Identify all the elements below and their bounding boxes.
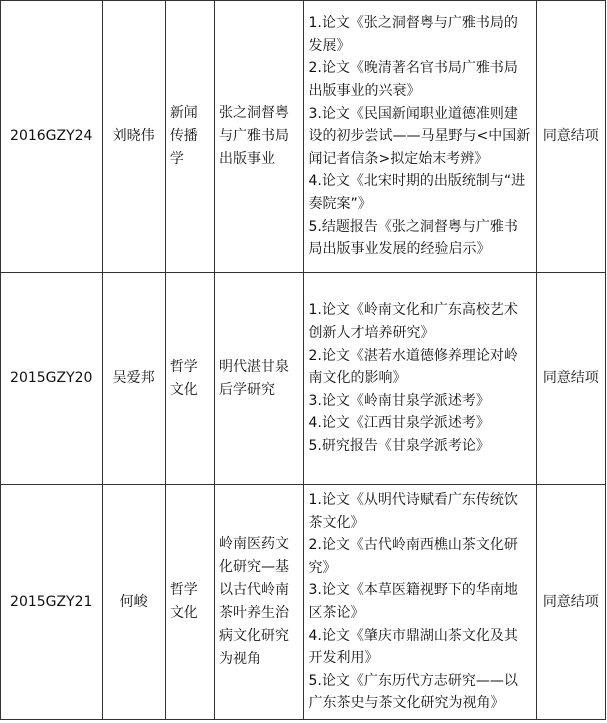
project-title: 岭南医药文化研究—基以古代岭南茶叶养生治病文化研究为视角 — [215, 485, 304, 720]
table-row — [1, 273, 606, 485]
outcomes-cell — [304, 1, 536, 273]
outcome-item: 3.论文《民国新闻职业道德准则建设的初步尝试——马星野与<中国新闻记者信条>拟定始末考辨》 — [308, 105, 531, 167]
project-code: 2015GZY20 — [1, 273, 103, 485]
outcome-item: 4.论文《北宋时期的出版统制与“进奏院案”》 — [308, 173, 526, 212]
project-title: 明代湛甘泉后学研究 — [215, 273, 304, 485]
project-code: 2016GZY24 — [1, 1, 103, 273]
outcome-item: 3.论文《本草医籍视野下的华南地区茶论》 — [308, 582, 518, 621]
outcome-item: 1.论文《岭南文化和广东高校艺术创新人才培养研究》 — [308, 302, 518, 342]
outcome-item: 5.论文《广东历代方志研究——以广东茶史与茶文化研究为视角》 — [308, 672, 518, 712]
table-row — [1, 1, 606, 273]
review-status: 同意结项 — [536, 485, 605, 720]
researcher-name: 何峻 — [102, 485, 165, 720]
review-status: 同意结项 — [536, 1, 605, 273]
table-row — [1, 485, 606, 720]
researcher-name: 吴爱邦 — [102, 273, 165, 485]
discipline: 哲学文化 — [165, 273, 214, 485]
outcome-item: 2.论文《晚清著名官书局广雅书局出版事业的兴衰》 — [308, 60, 518, 100]
project-code: 2015GZY21 — [1, 485, 103, 720]
outcome-item: 5.结题报告《张之洞督粤与广雅书局出版事业发展的经验启示》 — [308, 218, 518, 258]
outcome-item: 4.论文《江西甘泉学派述考》 — [308, 415, 490, 432]
discipline: 哲学文化 — [165, 485, 214, 720]
outcome-item: 2.论文《湛若水道德修养理论对岭南文化的影响》 — [308, 347, 518, 387]
outcome-item: 3.论文《岭南甘泉学派述考》 — [308, 392, 490, 409]
outcomes-cell — [304, 485, 536, 720]
outcome-item: 1.论文《从明代诗赋看广东传统饮茶文化》 — [308, 492, 518, 531]
outcomes-cell — [304, 273, 536, 485]
discipline: 新闻传播学 — [165, 1, 214, 273]
outcome-item: 2.论文《古代岭南西樵山茶文化研究》 — [308, 537, 518, 576]
outcome-item: 4.论文《肇庆市鼎湖山茶文化及其开发利用》 — [308, 627, 518, 667]
project-title: 张之洞督粤与广雅书局出版事业 — [215, 1, 304, 273]
outcome-item: 1.论文《张之洞督粤与广雅书局的发展》 — [308, 15, 518, 54]
researcher-name: 刘晓伟 — [102, 1, 165, 273]
outcome-item: 5.研究报告《甘泉学派考论》 — [308, 437, 490, 454]
review-status: 同意结项 — [536, 273, 605, 485]
